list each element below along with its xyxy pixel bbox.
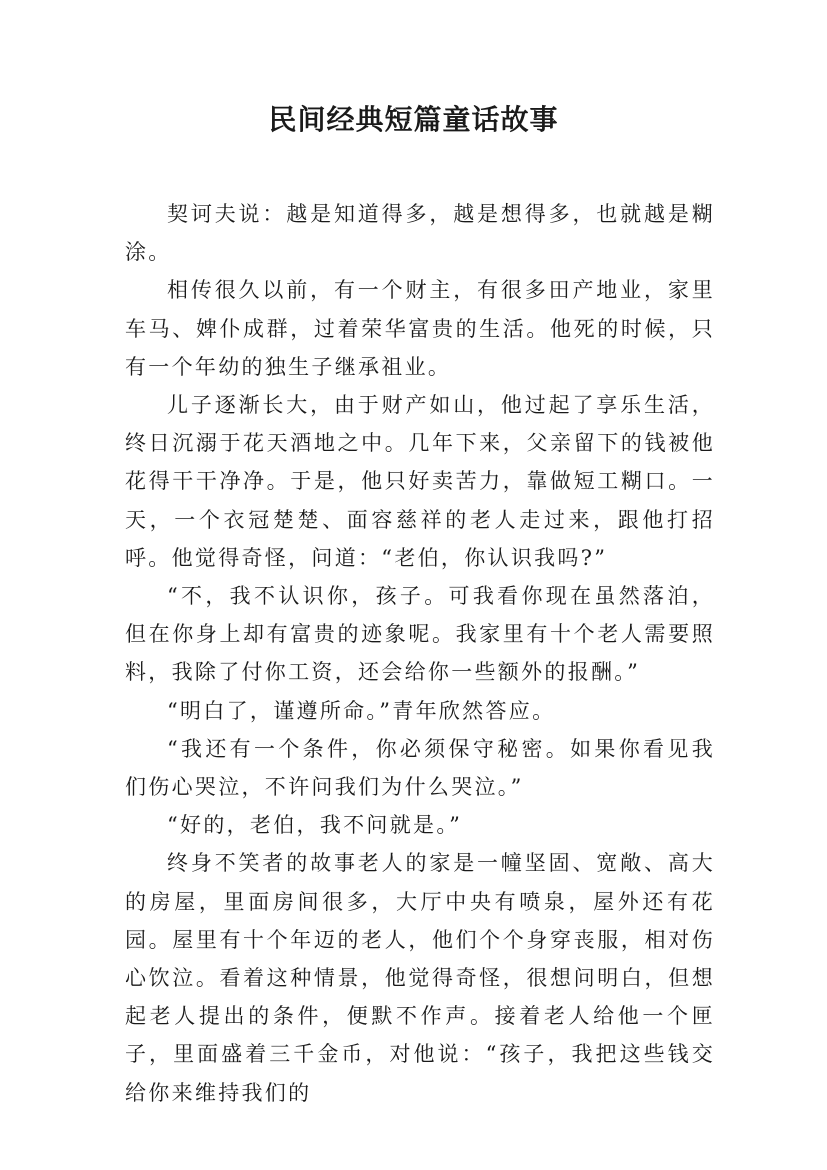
- paragraph: 儿子逐渐长大，由于财产如山，他过起了享乐生活，终日沉溺于花天酒地之中。几年下来，父亲留下的钱被他花得干干净净。于是，他只好卖苦力，靠做短工糊口。一天，一个衣冠楚楚、面容慈祥的老人走过来，跟他打招呼。他觉得奇怪，问道：“老伯，你认识我吗?”: [125, 393, 715, 570]
- document-body: [125, 195, 715, 1112]
- paragraph: 契诃夫说：越是知道得多，越是想得多，也就越是糊涂。: [125, 202, 715, 265]
- document-title: 民间经典短篇童话故事: [268, 103, 559, 136]
- paragraph: 终身不笑者的故事老人的家是一幢坚固、宽敞、高大的房屋，里面房间很多，大厅中央有喷泉，屋外还有花园。屋里有十个年迈的老人，他们个个身穿丧服，相对伤心饮泣。看着这种情景，他觉得奇怪，很想问明白，但想起老人提出的条件，便默不作声。接着老人给他一个匣子，里面盛着三千金币，对他说：“孩子，我把这些钱交给你来维持我们的: [125, 851, 715, 1105]
- paragraph: “不，我不认识你，孩子。可我看你现在虽然落泊，但在你身上却有富贵的迹象呢。我家里有十个老人需要照料，我除了付你工资，还会给你一些额外的报酬。”: [125, 584, 715, 685]
- paragraph: 相传很久以前，有一个财主，有很多田产地业，家里车马、婢仆成群，过着荣华富贵的生活。他死的时候，只有一个年幼的独生子继承祖业。: [125, 278, 715, 379]
- paragraph: “好的，老伯，我不问就是。”: [167, 813, 463, 838]
- paragraph: “明白了，谨遵所命。”青年欣然答应。: [167, 698, 556, 723]
- paragraph: “我还有一个条件，你必须保守秘密。如果你看见我们伤心哭泣，不许问我们为什么哭泣。”: [125, 736, 715, 800]
